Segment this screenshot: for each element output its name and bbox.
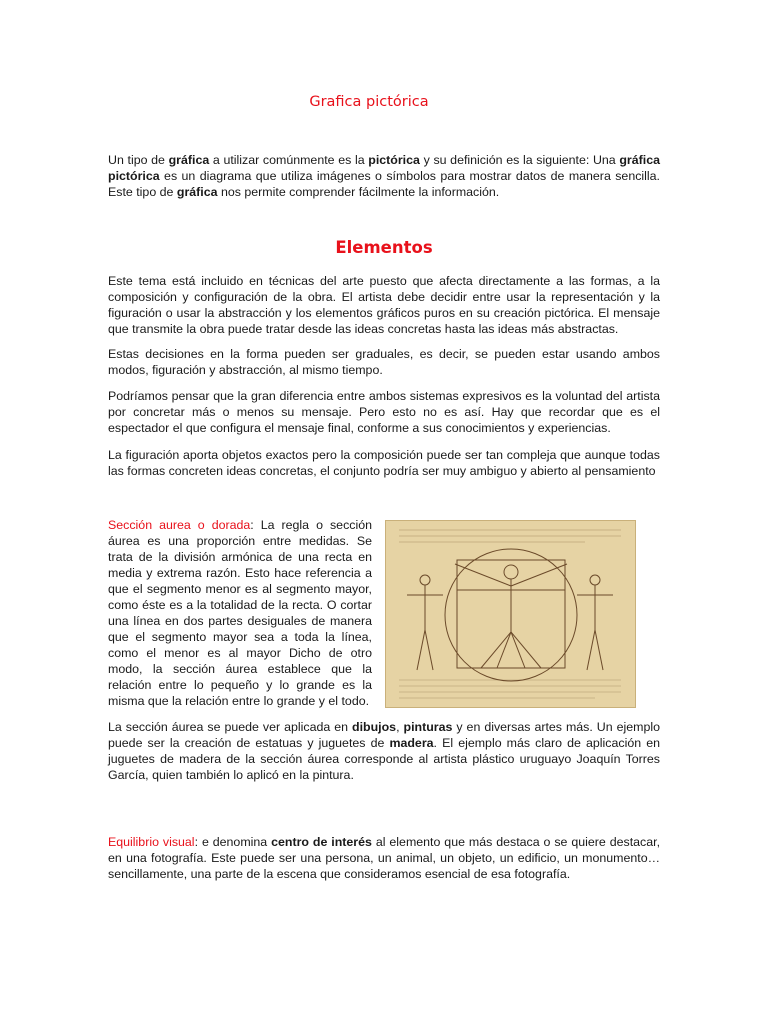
intro-text: a utilizar comúnmente es la (209, 153, 369, 167)
equilibrio-text: al elemento que más destaca o se quiere destacar, en una fotografía. Este puede ser una persona, un animal, un objeto, un edificio, un monumento… sencillamente, una parte de la escena que consideramos esencial de esa fotografía. (108, 835, 661, 881)
applications-bold: madera (389, 736, 434, 750)
intro-bold: gráfica pictórica (108, 153, 660, 183)
applications-text: . El ejemplo más claro de aplicación en juguetes de madera de la sección áurea corresponde al artista plástico uruguayo Joaquín Torres García, quien también lo aplicó en la pintura. (108, 736, 660, 782)
body-paragraph: Este tema está incluido en técnicas del arte puesto que afecta directamente a las formas, a la composición y configuración de la obra. El artista debe decidir entre usar la representación y la figuración o usar la abstracción y los elementos gráficos puros en su creación pictórica. El mensaje que transmite la obra puede tratar desde las ideas concretas hasta las ideas más abstractas. (108, 274, 660, 336)
intro-text: y su definición es la siguiente: Una (419, 153, 620, 167)
section-heading-elementos: Elementos (335, 238, 433, 257)
vitruvian-man-image (385, 520, 636, 708)
intro-bold: gráfica (168, 153, 210, 167)
applications-bold: dibujos (352, 720, 397, 734)
body-paragraph: La figuración aporta objetos exactos pero la composición puede ser tan compleja que aunque todas las formas concreten ideas concretas, el conjunto podría ser muy ambiguo y abierto al pensamiento (108, 448, 660, 478)
body-paragraph: Podríamos pensar que la gran diferencia entre ambos sistemas expresivos es la voluntad del artista por concretar más o menos su mensaje. Pero esto no es así. Hay que recordar que es el espectador el que configura el mensaje final, conforme a sus conocimientos y experiencias. (108, 389, 660, 435)
seccion-aurea-applications-paragraph (108, 719, 660, 783)
equilibrio-visual-label: Equilibrio visual (108, 835, 195, 849)
equilibrio-text: : e denomina (194, 835, 272, 849)
intro-text: es un diagrama que utiliza imágenes o símbolos para mostrar datos de manera sencilla. Este tipo de (108, 169, 660, 199)
body-paragraph: Estas decisiones en la forma pueden ser graduales, es decir, se pueden estar usando ambos modos, figuración y abstracción, al mismo tiempo. (108, 347, 660, 377)
equilibrio-visual-paragraph (108, 834, 660, 882)
intro-text: nos permite comprender fácilmente la información. (217, 185, 500, 199)
seccion-aurea-label: Sección aurea o dorada (108, 518, 251, 532)
applications-text: y en diversas artes más. Un ejemplo puede ser la creación de estatuas y juguetes de (108, 720, 661, 750)
seccion-aurea-text: : La regla o sección áurea es una proporción entre medidas. Se trata de la división armónica de una recta en media y extrema razón. Esto hace referencia a que el segmento menor es al segmento mayor, como éste es a la totalidad de la recta. O cortar una línea en dos partes desiguales de manera que el segmento mayor sea a toda la línea, como el menor es al mayor Dicho de otro modo, la sección áurea establece que la relación entre lo pequeño y lo grande es la misma que la relación entre lo grande y el todo. (108, 518, 372, 708)
applications-text: La sección áurea se puede ver aplicada en (108, 720, 353, 734)
equilibrio-bold: centro de interés (271, 835, 372, 849)
intro-bold: gráfica (176, 185, 218, 199)
intro-bold: pictórica (368, 153, 420, 167)
intro-text: Un tipo de (108, 153, 169, 167)
applications-text: , (396, 720, 404, 734)
seccion-aurea-paragraph (108, 517, 372, 709)
intro-paragraph (108, 152, 660, 200)
page-title: Grafica pictórica (309, 94, 429, 110)
applications-bold: pinturas (403, 720, 453, 734)
